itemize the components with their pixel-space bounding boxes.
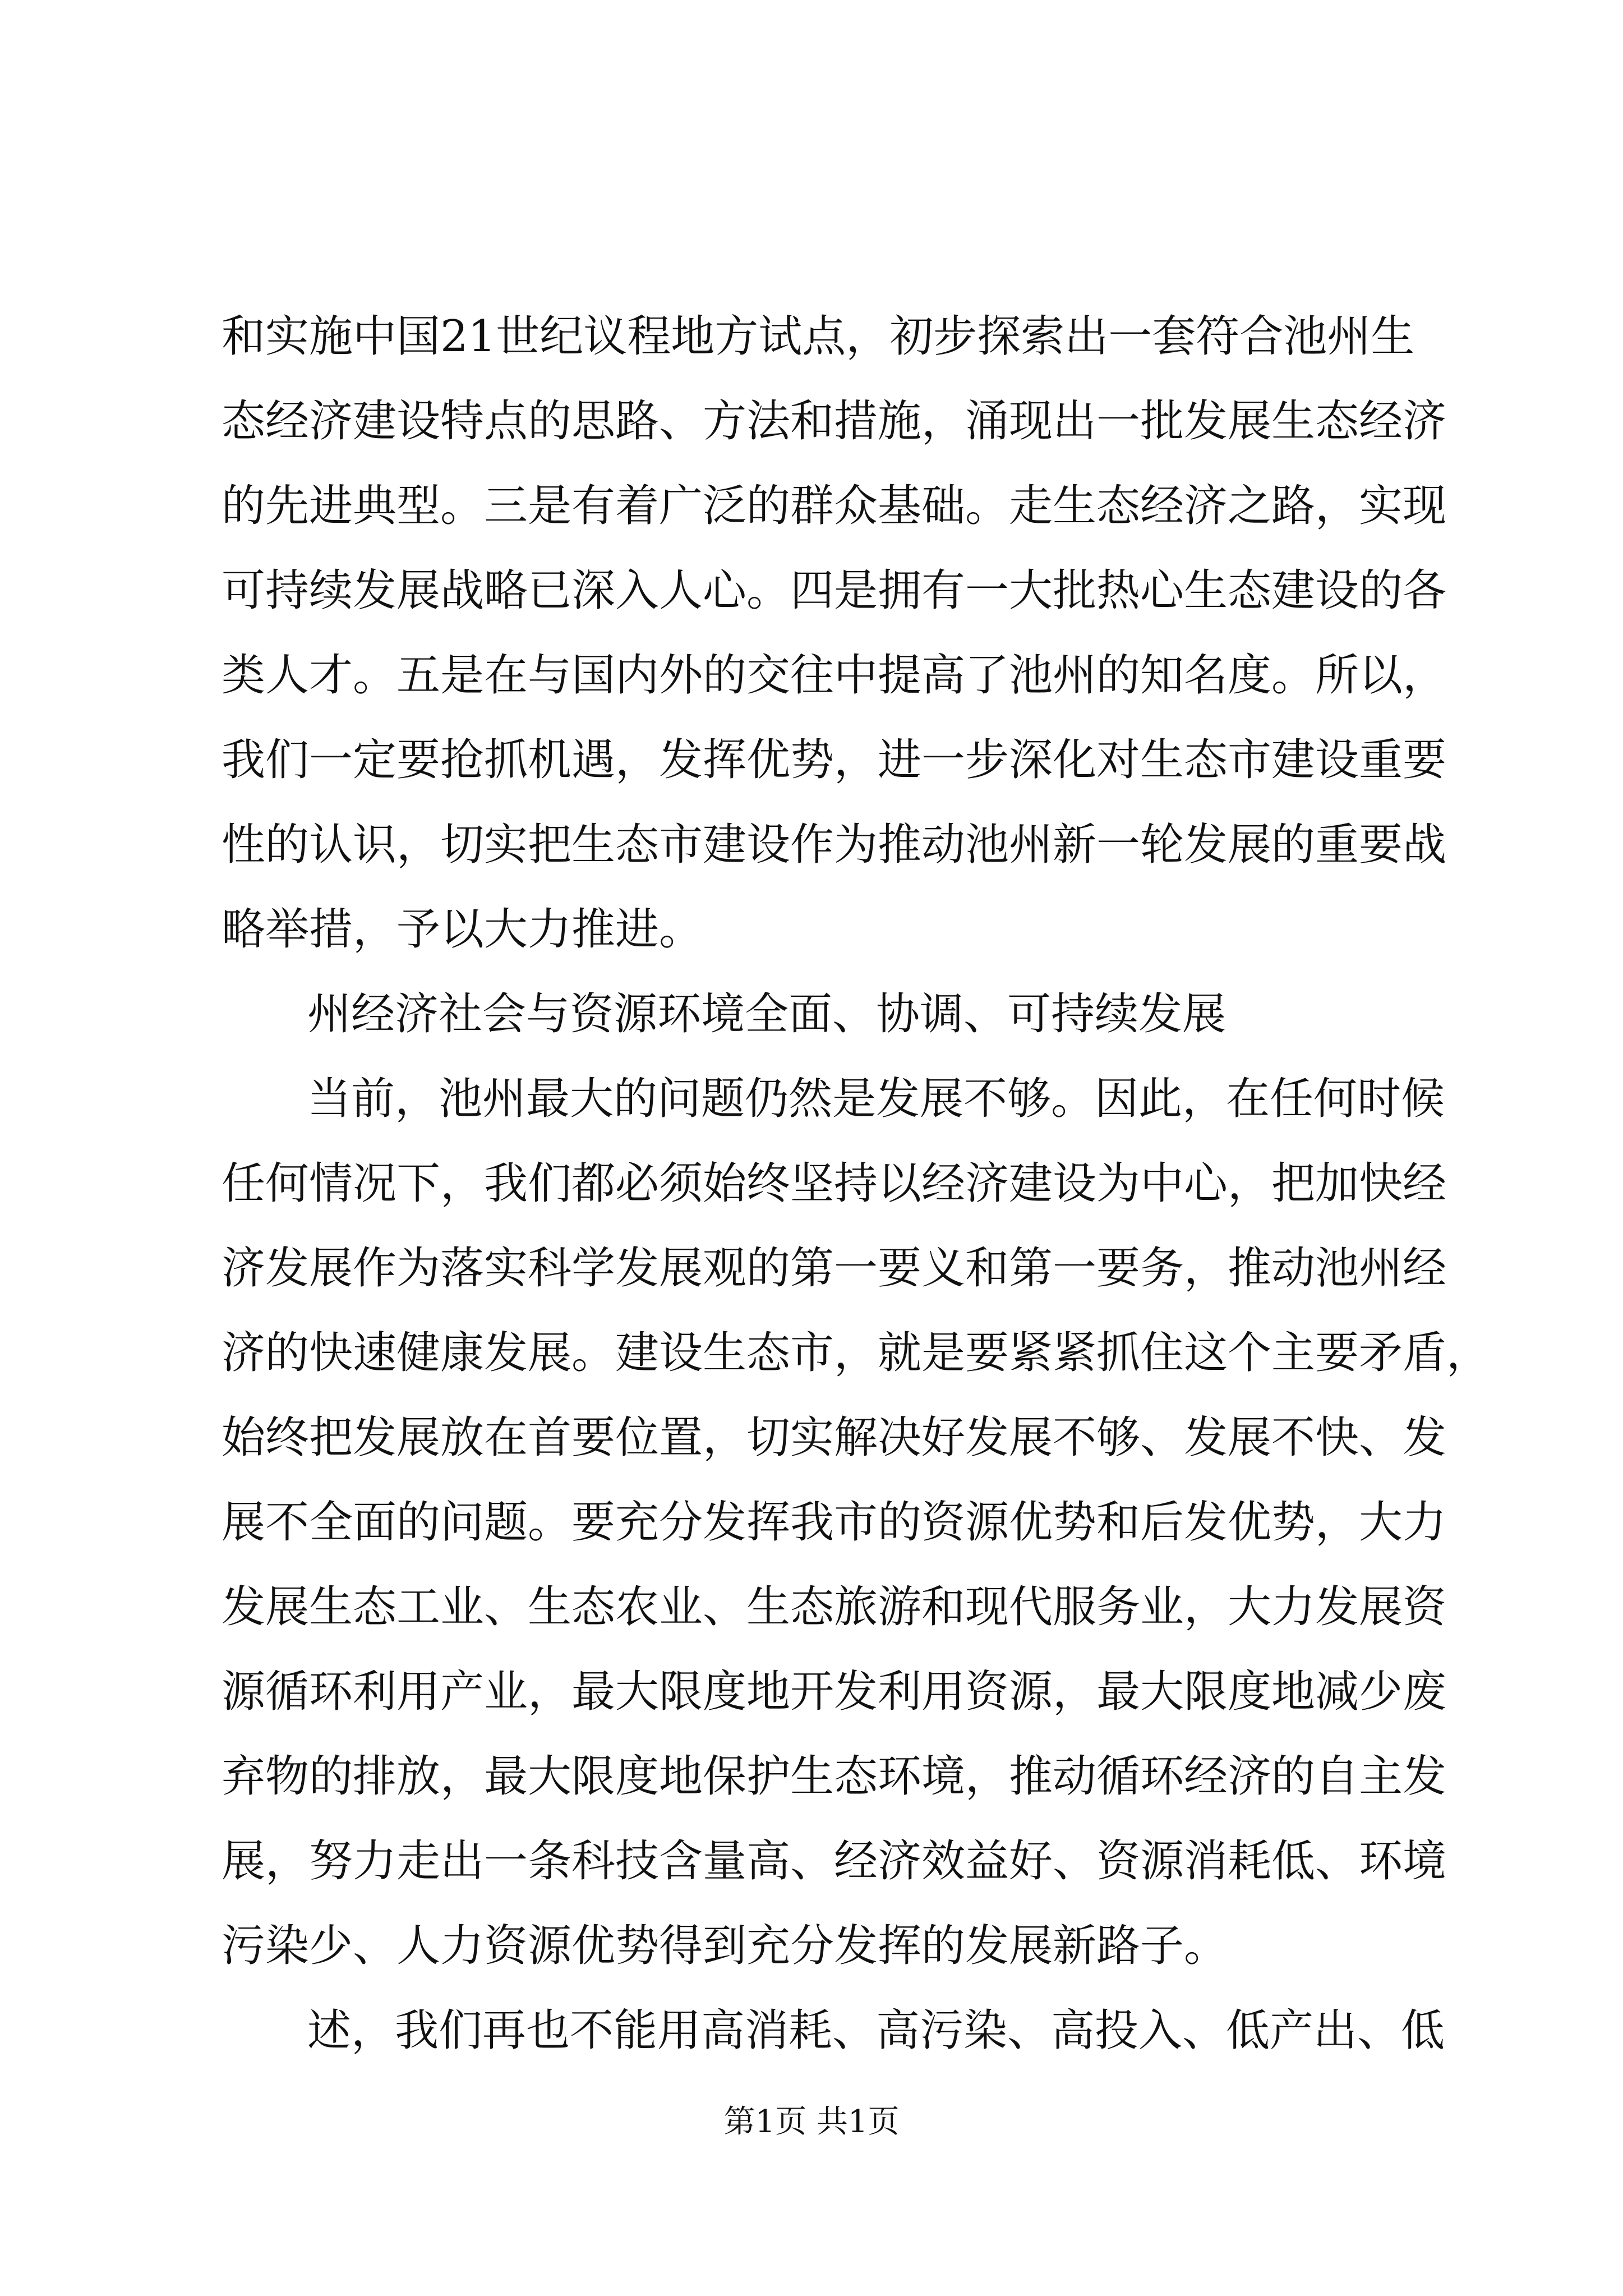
paragraph-line: 态经济建设特点的思路、方法和措施，涌现出一批发展生态经济 bbox=[222, 396, 1447, 447]
section-line: 州经济社会与资源环境全面、协调、可持续发展 bbox=[307, 989, 1227, 1039]
paragraph-line: 述，我们再也不能用高消耗、高污染、高投入、低产出、低 bbox=[307, 2005, 1445, 2056]
paragraph-line: 我们一定要抢抓机遇，发挥优势，进一步深化对生态市建设重要 bbox=[222, 735, 1447, 785]
paragraph-line: 任何情况下，我们都必须始终坚持以经济建设为中心，把加快经 bbox=[222, 1158, 1447, 1209]
page-footer: 第1页 共1页 bbox=[723, 2104, 900, 2140]
paragraph-line: 和实施中国21世纪议程地方试点，初步探索出一套符合池州生 bbox=[222, 311, 1415, 362]
paragraph-line: 展不全面的问题。要充分发挥我市的资源优势和后发优势，大力 bbox=[222, 1497, 1447, 1548]
paragraph-line: 当前，池州最大的问题仍然是发展不够。因此，在任何时候 bbox=[307, 1074, 1445, 1124]
paragraph-line: 的先进典型。三是有着广泛的群众基础。走生态经济之路，实现 bbox=[222, 481, 1447, 531]
paragraph-line: 污染少、人力资源优势得到充分发挥的发展新路子。 bbox=[222, 1921, 1228, 1971]
paragraph-line: 可持续发展战略已深入人心。四是拥有一大批热心生态建设的各 bbox=[222, 565, 1447, 616]
paragraph-line: 展，努力走出一条科技含量高、经济效益好、资源消耗低、环境 bbox=[222, 1836, 1447, 1887]
paragraph-line: 弃物的排放，最大限度地保护生态环境，推动循环经济的自主发 bbox=[222, 1751, 1447, 1802]
paragraph-line: 济发展作为落实科学发展观的第一要义和第一要务，推动池州经 bbox=[222, 1243, 1447, 1294]
paragraph-line: 始终把发展放在首要位置，切实解决好发展不够、发展不快、发 bbox=[222, 1412, 1447, 1463]
paragraph-line: 类人才。五是在与国内外的交往中提高了池州的知名度。所以， bbox=[222, 650, 1447, 701]
paragraph-line: 性的认识，切实把生态市建设作为推动池州新一轮发展的重要战 bbox=[222, 820, 1447, 870]
paragraph-line: 济的快速健康发展。建设生态市，就是要紧紧抓住这个主要矛盾， bbox=[222, 1328, 1491, 1378]
paragraph-line: 发展生态工业、生态农业、生态旅游和现代服务业，大力发展资 bbox=[222, 1582, 1447, 1632]
paragraph-line: 源循环利用产业，最大限度地开发利用资源，最大限度地减少废 bbox=[222, 1667, 1447, 1717]
paragraph-line: 略举措，予以大力推进。 bbox=[222, 904, 703, 955]
